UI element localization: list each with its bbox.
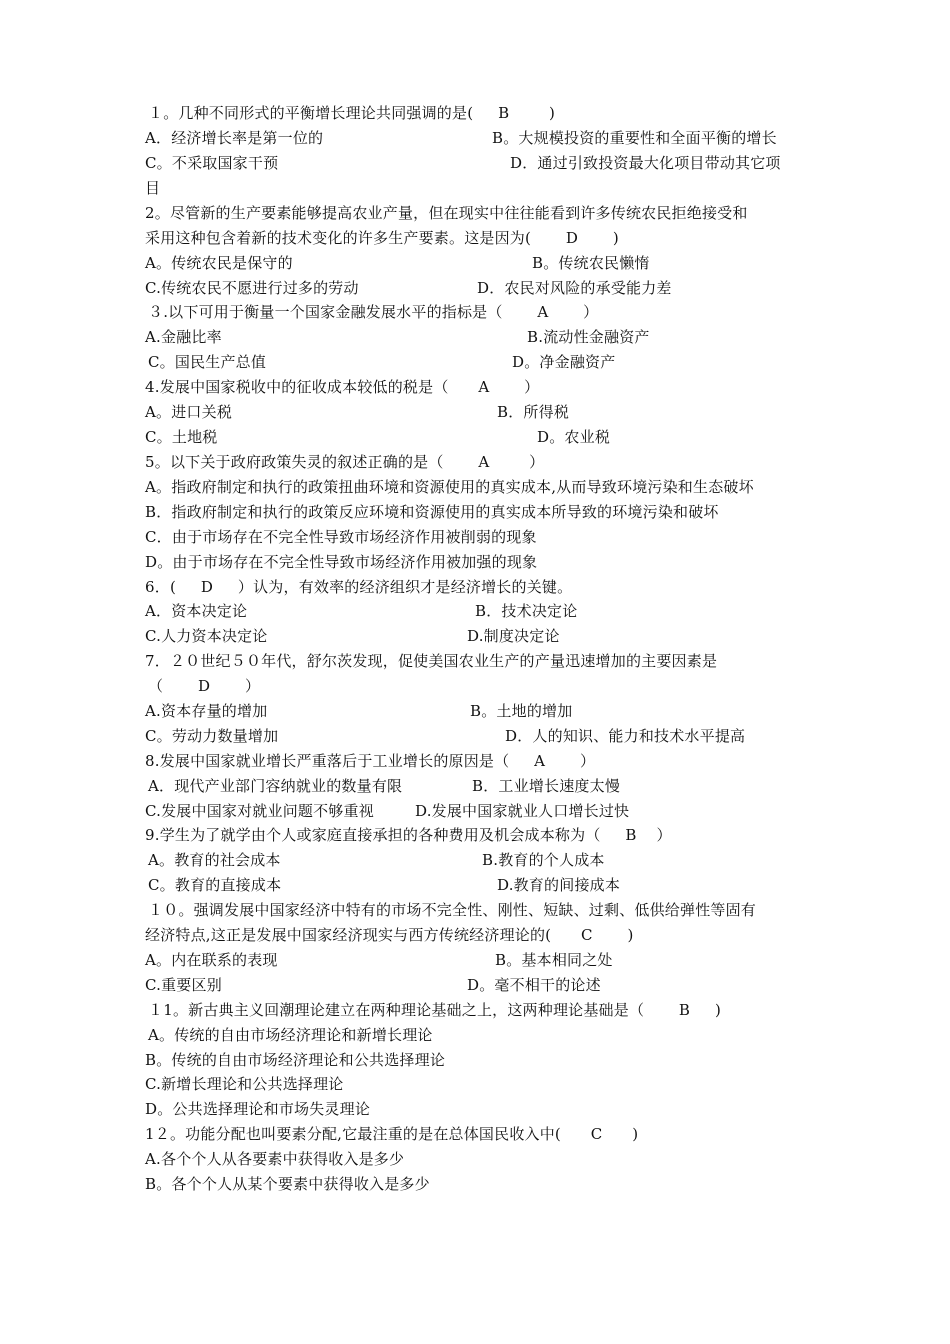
question-9: 9.学生为了就学由个人或家庭直接承担的各种费用及机会成本称为（ B ） <box>145 826 672 844</box>
option-1d: D．通过引致投资最大化项目带动其它项 <box>510 154 781 172</box>
question-3: ３.以下可用于衡量一个国家金融发展水平的指标是（ A ） <box>148 303 599 321</box>
option-7c: C。劳动力数量增加 <box>145 727 279 745</box>
option-4d: D。农业税 <box>537 428 611 446</box>
option-3c: C。国民生产总值 <box>148 353 267 371</box>
option-3b: B.流动性金融资产 <box>527 328 650 346</box>
option-6b: B．技术决定论 <box>475 602 578 620</box>
option-1c: C。不采取国家干预 <box>145 154 279 172</box>
option-4c: C。土地税 <box>145 428 218 446</box>
option-8d: D.发展中国家就业人口增长过快 <box>415 802 630 820</box>
option-11d: D。公共选择理论和市场失灵理论 <box>145 1100 371 1118</box>
option-1d-cont: 目 <box>145 179 161 197</box>
option-1a: A．经济增长率是第一位的 <box>145 129 324 147</box>
option-2a: A。传统农民是保守的 <box>145 254 293 272</box>
option-11b: B。传统的自由市场经济理论和公共选择理论 <box>145 1051 446 1069</box>
option-10d: D。毫不相干的论述 <box>467 976 601 994</box>
option-6d: D.制度决定论 <box>467 627 560 645</box>
question-5: 5。以下关于政府政策失灵的叙述正确的是（ A ） <box>145 453 545 471</box>
option-2c: C.传统农民不愿进行过多的劳动 <box>145 279 359 297</box>
option-6a: A．资本决定论 <box>145 602 248 620</box>
option-8a: A．现代产业部门容纳就业的数量有限 <box>148 777 403 795</box>
option-4b: B．所得税 <box>497 403 570 421</box>
option-11a: A。传统的自由市场经济理论和新增长理论 <box>148 1026 433 1044</box>
option-8c: C.发展中国家对就业问题不够重视 <box>145 802 374 820</box>
option-2d: D．农民对风险的承受能力差 <box>477 279 672 297</box>
option-3d: D。净金融资产 <box>512 353 616 371</box>
question-7-cont: （ D ） <box>148 677 261 695</box>
option-11c: C.新增长理论和公共选择理论 <box>145 1075 344 1093</box>
option-9d: D.教育的间接成本 <box>497 876 621 894</box>
question-8: 8.发展中国家就业增长严重落后于工业增长的原因是（ A ） <box>145 752 596 770</box>
question-11: １1。新古典主义回潮理论建立在两种理论基础之上，这两种理论基础是（ B ) <box>148 1001 722 1019</box>
option-9a: A。教育的社会成本 <box>148 851 281 869</box>
option-5d: D。由于市场存在不完全性导致市场经济作用被加强的现象 <box>145 553 538 571</box>
question-4: 4.发展中国家税收中的征收成本较低的税是（ A ） <box>145 378 540 396</box>
question-6: 6．( D ）认为，有效率的经济组织才是经济增长的关键。 <box>145 578 573 596</box>
option-7b: B。土地的增加 <box>470 702 573 720</box>
option-5c: C．由于市场存在不完全性导致市场经济作用被削弱的现象 <box>145 528 537 546</box>
question-12: 1２。功能分配也叫要素分配,它最注重的是在总体国民收入中( C ) <box>145 1125 639 1143</box>
option-7a: A.资本存量的增加 <box>145 702 268 720</box>
question-10: １０。强调发展中国家经济中特有的市场不完全性、刚性、短缺、过剩、低供给弹性等固有 <box>148 901 757 919</box>
option-10c: C.重要区别 <box>145 976 222 994</box>
option-1b: B。大规模投资的重要性和全面平衡的增长 <box>492 129 777 147</box>
option-10a: A。内在联系的表现 <box>145 951 278 969</box>
option-6c: C.人力资本决定论 <box>145 627 268 645</box>
option-8b: B．工业增长速度太慢 <box>472 777 621 795</box>
option-5a: A。指政府制定和执行的政策扭曲环境和资源使用的真实成本,从而导致环境污染和生态破坏 <box>145 478 754 496</box>
option-4a: A。进口关税 <box>145 403 233 421</box>
option-3a: A.金融比率 <box>145 328 222 346</box>
question-10-cont: 经济特点,这正是发展中国家经济现实与西方传统经济理论的( C ) <box>145 926 634 944</box>
question-7: 7．２０世纪５０年代，舒尔茨发现，促使美国农业生产的产量迅速增加的主要因素是 <box>145 652 718 670</box>
option-9b: B.教育的个人成本 <box>482 851 605 869</box>
question-2: 2。尽管新的生产要素能够提高农业产量，但在现实中往往能看到许多传统农民拒绝接受和 <box>145 204 748 222</box>
option-5b: B．指政府制定和执行的政策反应环境和资源使用的真实成本所导致的环境污染和破坏 <box>145 503 719 521</box>
option-12b: B。各个个人从某个要素中获得收入是多少 <box>145 1175 430 1193</box>
question-2-cont: 采用这种包含着新的技术变化的许多生产要素。这是因为( D ) <box>145 229 619 247</box>
option-9c: C。教育的直接成本 <box>148 876 282 894</box>
option-7d: D．人的知识、能力和技术水平提高 <box>505 727 746 745</box>
option-10b: B。基本相同之处 <box>495 951 613 969</box>
question-1: １。几种不同形式的平衡增长理论共同强调的是( B ) <box>148 104 556 122</box>
option-2b: B。传统农民懒惰 <box>532 254 650 272</box>
option-12a: A.各个个人从各要素中获得收入是多少 <box>145 1150 405 1168</box>
